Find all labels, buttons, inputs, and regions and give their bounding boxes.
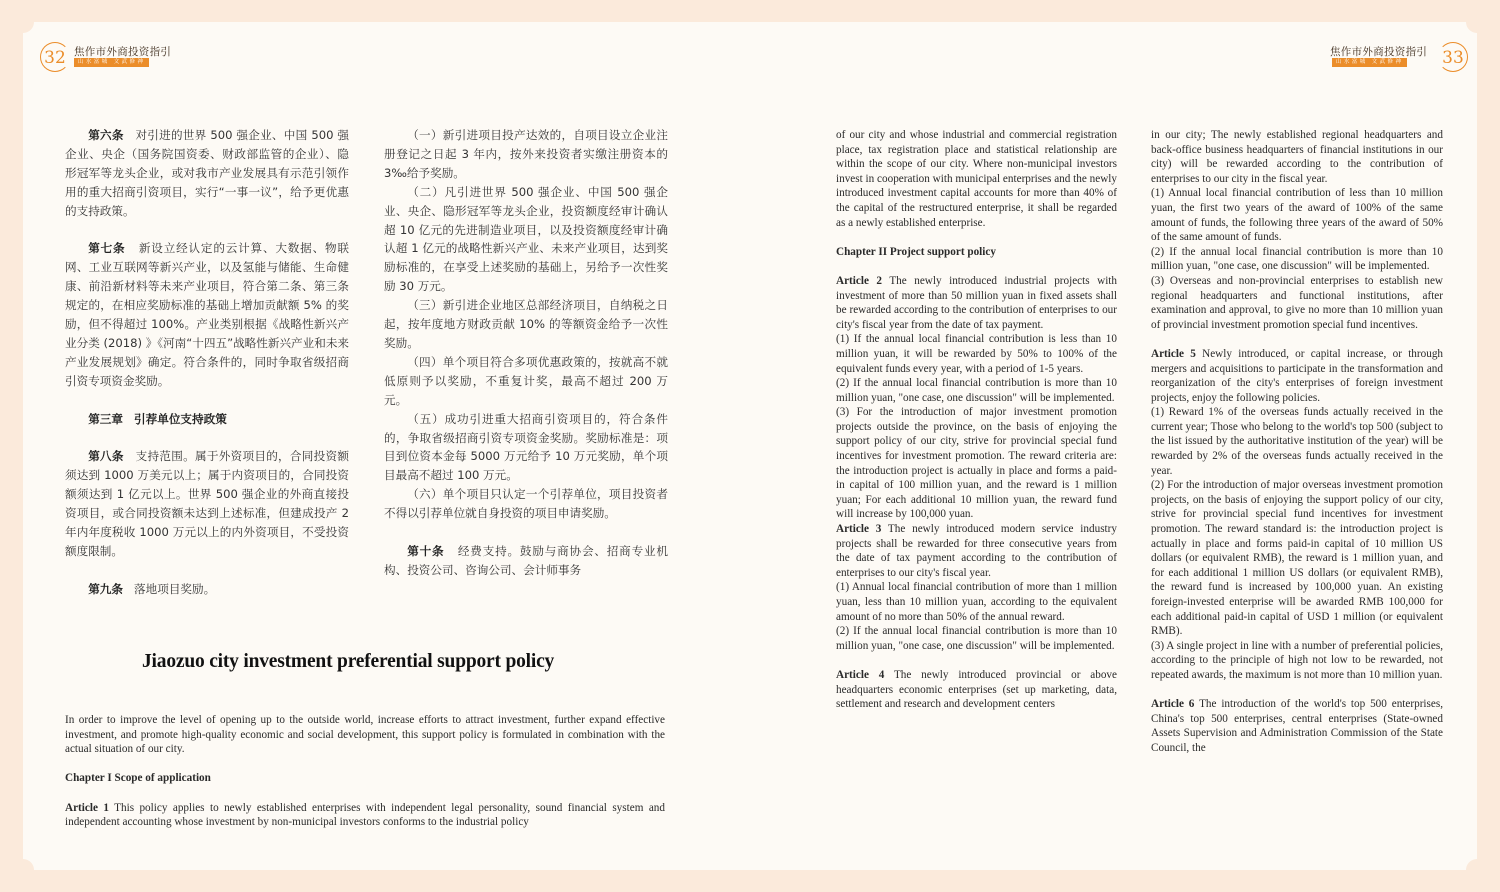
list-item: (1) Annual local financial contribution of more than 1 million yuan, less than 10 million yuan, according to the equivalent amount of no more than 50% of the annual reward.: [836, 581, 1117, 623]
article-text: The newly introduced provincial or above headquarters economic enterprises (set up marketing, data, settlement and research and development centers: [836, 668, 1117, 711]
list-item: (3) Overseas and non-provincial enterprises to establish new regional headquarters and functional institutions, after examination and approval, to give no more than 10 million yuan of provincial investment promotion special fund incentives.: [1151, 274, 1443, 331]
header-subtitle: 山水富城 文武修神: [74, 58, 149, 67]
article-text: The newly introduced modern service industry projects shall be rewarded for three consecutive years from the date of tax payment according to the contribution of enterprises to our city's fiscal year.: [836, 523, 1117, 579]
list-item: (1) Reward 1% of the overseas funds actually received in the current year; Those who belong to the world's top 500 (subject to the list issued by the authoritative institution of the year) will be rewarded by 2% of the overseas funds actually received in the year.: [1151, 406, 1443, 477]
list-item: (1) Annual local financial contribution of less than 10 million yuan, the first two years of the award of 100% of the same amount of funds, the following three years of the award of 50% of the same amount of funds.: [1151, 187, 1443, 244]
header-title: 焦作市外商投资指引: [74, 46, 172, 58]
list-item: (2) If the annual local financial contribution is more than 10 million yuan, "one case, one discussion" will be implemented.: [836, 377, 1117, 404]
corner-notch: [1466, 11, 1488, 33]
chapter-3-heading: [65, 410, 349, 429]
right-column-1: [836, 128, 1117, 712]
list-item: （四）单个项目符合多项优惠政策的，按就高不就低原则予以奖励，不重复计奖，最高不超过 200 万元。: [384, 354, 668, 407]
article-6: [65, 126, 349, 221]
article-label: 第七条: [88, 241, 126, 256]
header-subtitle: 山水富城 文武修神: [1332, 58, 1407, 67]
left-column-1: [65, 126, 349, 599]
article-9: [65, 580, 349, 599]
list-item: （六）单个项目只认定一个引荐单位，项目投资者不得以引荐单位就自身投资的项目申请奖励。: [384, 487, 668, 521]
article-label: 第九条: [88, 581, 123, 596]
list-item: （三）新引进企业地区总部经济项目，自纳税之日起，按年度地方财政贡献 10% 的等额资金给予一次性奖励。: [384, 298, 668, 350]
chapter-label: 第三章: [88, 411, 123, 426]
article-7: [65, 239, 349, 390]
chapter-title: Chapter I Scope of application: [65, 772, 211, 785]
article-text: 对引进的世界 500 强企业、中国 500 强企业、央企（国务院国资委、财政部监管的企业）、隐形冠军等龙头企业，或对我市产业发展具有示范引领作用的重大招商引资项目，实行“一事一议”，给予更优惠的支持政策。: [65, 128, 349, 218]
article-label: Article 1: [65, 801, 109, 814]
chapter-2-heading: [836, 245, 1117, 260]
chapter-title: Chapter II Project support policy: [836, 245, 996, 258]
list-item: (3) For the introduction of major investment promotion projects outside the province, on the basis of enjoying the support policy of our city, strive for provincial special fund incentives for investment promotion. The reward criteria are: the introduction project is actually in place and forms a paid-in capital of 100 million yuan, and the reward is 1 million yuan; For each additional 10 million yuan, the reward fund will increase by 100,000 yuan.: [836, 406, 1117, 521]
article-1: [65, 801, 665, 830]
article-label: 第八条: [88, 449, 124, 464]
intro-paragraph: In order to improve the level of opening up to the outside world, increase efforts to attract investment, further expand effective investment, and promote high-quality economic and social development, this support policy is formulated in combination with the actual situation of our city.: [65, 714, 665, 756]
corner-notch: [12, 859, 34, 881]
article-4: [836, 668, 1117, 712]
chapter-title: 引荐单位支持政策: [134, 411, 227, 426]
article-label: 第六条: [88, 128, 124, 142]
article-text: The introduction of the world's top 500 enterprises, China's top 500 enterprises, central enterprises (State-owned Assets Supervision and Administration Commission of the State Council, the: [1151, 698, 1443, 754]
article-text: Newly introduced, or capital increase, or through mergers and acquisitions to participate in the transformation and reorganization of the city's enterprises of foreign investment projects, enjoy the following policies.: [1151, 347, 1444, 404]
paragraph: of our city and whose industrial and commercial registration place, tax registration place and statistical relationship are within the scope of our city. Where non-municipal investors invest in cooperation with municipal enterprises and the newly introduced investment capital accounts for more than 40% of the capital of the restructured enterprise, it shall be regarded as a newly established enterprise.: [836, 129, 1117, 229]
article-label: Article 5: [1151, 347, 1196, 360]
article-10: [384, 542, 668, 580]
right-page-number: 33: [1438, 42, 1468, 72]
list-item: (2) If the annual local financial contribution is more than 10 million yuan, "one case, one discussion" will be implemented.: [1151, 245, 1443, 273]
english-title: Jiaozuo city investment preferential support policy: [142, 651, 555, 672]
list-item: （二）凡引进世界 500 强企业、中国 500 强企业、央企、隐形冠军等龙头企业，投资额度经审计确认超 10 亿元的先进制造业项目，以及投资额度经审计确认超 1 亿元的战略性新兴产业、未来产业项目，达到奖励标准的，在享受上述奖励的基础上，另给予一次性奖励 30 万元。: [384, 184, 668, 294]
left-page-number: 32: [40, 42, 70, 72]
article-text: 落地项目奖励。: [134, 581, 216, 596]
list-item: (2) For the introduction of major overseas investment promotion projects, on the basis of enjoying the support policy of our city, strive for provincial special fund incentives for investment promotion. The reward standard is: the introduction project is actually in place and forms paid-in capital of 10 million US dollars (or equivalent RMB), the reward is 1 million yuan, and for each additional 1 million US dollars (or equivalent RMB), the reward fund is increased by 100,000 yuan. An existing foreign-invested enterprise will be awarded RMB 100,000 for each additional paid-in capital of USD 1 million (or equivalent RMB).: [1151, 479, 1443, 638]
corner-notch: [1466, 859, 1488, 881]
list-item: （一）新引进项目投产达效的，自项目设立企业注册登记之日起 3 年内，按外来投资者实缴注册资本的 3‰给予奖励。: [384, 128, 668, 180]
article-label: Article 3: [836, 523, 882, 536]
article-5: [1151, 347, 1443, 405]
list-item: (1) If the annual local financial contribution is less than 10 million yuan, it will be rewarded by 50% to 100% of the equivalent funds every year, with a period of 1-5 years.: [836, 333, 1117, 375]
paragraph: in our city; The newly established regional headquarters and back-office business headquarters of financial institutions in our city) will be rewarded according to the contribution of enterprises to our city in the fiscal year.: [1151, 129, 1443, 185]
chapter-1-heading: [65, 771, 665, 786]
list-item: (2) If the annual local financial contribution is more than 10 million yuan, "one case, one discussion" will be implemented.: [836, 625, 1117, 652]
article-6-en: [1151, 697, 1443, 755]
article-text: 新设立经认定的云计算、大数据、物联网、工业互联网等新兴产业，以及氢能与储能、生命健康、前沿新材料等未来产业项目，符合第二条、第三条规定的，在相应奖励标准的基础上增加贡献额 5% 的奖励，但不得超过 100%。产业类别根据《战略性新兴产业分类 (2018) 》《河南“十四五”战略性新兴产业和未来产业发展规划》确定。符合条件的，同时争取省级招商引资专项资金奖励。: [65, 241, 350, 388]
header-title: 焦作市外商投资指引: [1330, 46, 1428, 58]
article-label: Article 4: [836, 668, 885, 681]
corner-notch: [12, 11, 34, 33]
article-label: Article 6: [1151, 698, 1195, 711]
article-text: The newly introduced industrial projects with investment of more than 50 million yuan in fixed assets shall be rewarded according to the contribution of enterprises to our city's fiscal year from the date of tax payment.: [836, 274, 1118, 331]
article-text: 经费支持。鼓励与商协会、招商专业机构、投资公司、咨询公司、会计师事务: [384, 543, 668, 577]
list-item: （五）成功引进重大招商引资项目的，符合条件的，争取省级招商引资专项资金奖励。奖励标准是：项目到位资本金每 5000 万元给予 10 万元奖励，单个项目最高不超过 100 万元。: [384, 411, 668, 483]
english-intro: [65, 713, 665, 830]
article-8: [65, 447, 349, 560]
article-text: This policy applies to newly established enterprises with independent legal personality, sound financial system and independent accounting whose investment by non-municipal investors conforms to the industrial policy: [65, 801, 665, 829]
list-item: (3) A single project in line with a number of preferential policies, according to the principle of high not low to be rewarded, not repeated awards, the maximum is not more than 10 million yuan.: [1151, 639, 1443, 681]
right-column-2: [1151, 128, 1443, 756]
article-2: [836, 274, 1117, 332]
left-column-2: [384, 126, 668, 580]
article-text: 支持范围。属于外资项目的，合同投资额须达到 1000 万美元以上；属于内资项目的，合同投资额须达到 1 亿元以上。世界 500 强企业的外商直接投资项目，或合同投资额未达到上述标准，但建成投产 2 年内年度税收 1000 万元以上的内外资项目，不受投资额度限制。: [65, 449, 349, 558]
article-3: [836, 522, 1117, 580]
article-label: 第十条: [407, 543, 445, 558]
article-label: Article 2: [836, 274, 883, 287]
